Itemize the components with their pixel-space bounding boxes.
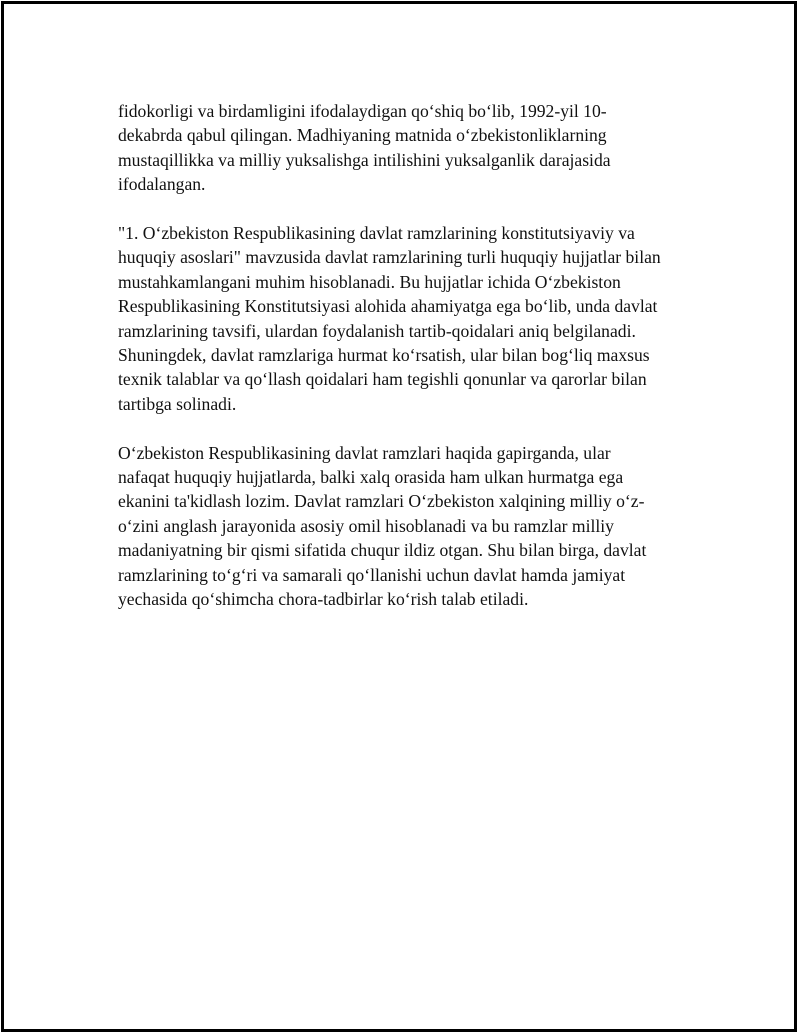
paragraph-1 — [118, 99, 703, 197]
text-line: Shuningdek, davlat ramzlariga hurmat ko‘rsatish, ular bilan bog‘liq maxsus — [118, 345, 650, 366]
text-line: Respublikasining Konstitutsiyasi alohida ahamiyatga ega bo‘lib, unda davlat — [118, 296, 658, 317]
text-line: ifodalangan. — [118, 174, 206, 195]
text-line: mustahkamlangani muhim hisoblanadi. Bu hujjatlar ichida O‘zbekiston — [118, 271, 621, 292]
text-line: texnik talablar va qo‘llash qoidalari ham tegishli qonunlar va qarorlar bilan — [118, 369, 647, 390]
document-page — [1, 1, 797, 1032]
text-line: ekanini ta'kidlash lozim. Davlat ramzlari O‘zbekiston xalqining milliy o‘z- — [118, 491, 645, 512]
text-line: "1. O‘zbekiston Respublikasining davlat ramzlarining konstitutsiyaviy va — [118, 223, 635, 244]
text-line: yechasida qo‘shimcha chora-tadbirlar ko‘rish talab etiladi. — [118, 589, 529, 610]
text-line: mustaqillikka va milliy yuksalishga intilishini yuksalganlik darajasida — [118, 149, 611, 170]
text-line: tartibga solinadi. — [118, 393, 237, 414]
text-line: ramzlarining tavsifi, ulardan foydalanish tartib-qoidalari aniq belgilanadi. — [118, 320, 636, 341]
paragraph-2 — [118, 221, 703, 416]
text-line: dekabrda qabul qilingan. Madhiyaning matnida o‘zbekistonliklarning — [118, 125, 607, 146]
text-line: fidokorligi va birdamligini ifodalaydigan qo‘shiq bo‘lib, 1992-yil 10- — [118, 101, 607, 121]
text-line: madaniyatning bir qismi sifatida chuqur ildiz otgan. Shu bilan birga, davlat — [118, 540, 647, 561]
paragraph-3 — [118, 441, 703, 612]
text-line: O‘zbekiston Respublikasining davlat ramzlari haqida gapirganda, ular — [118, 442, 611, 463]
document-body — [118, 99, 703, 636]
text-line: ramzlarining to‘g‘ri va samarali qo‘llanishi uchun davlat hamda jamiyat — [118, 564, 626, 585]
text-line: huquqiy asoslari" mavzusida davlat ramzlarining turli huquqiy hujjatlar bilan — [118, 247, 661, 268]
text-line: o‘zini anglash jarayonida asosiy omil hisoblanadi va bu ramzlar milliy — [118, 515, 614, 536]
text-line: nafaqat huquqiy hujjatlarda, balki xalq orasida ham ulkan hurmatga ega — [118, 467, 624, 488]
